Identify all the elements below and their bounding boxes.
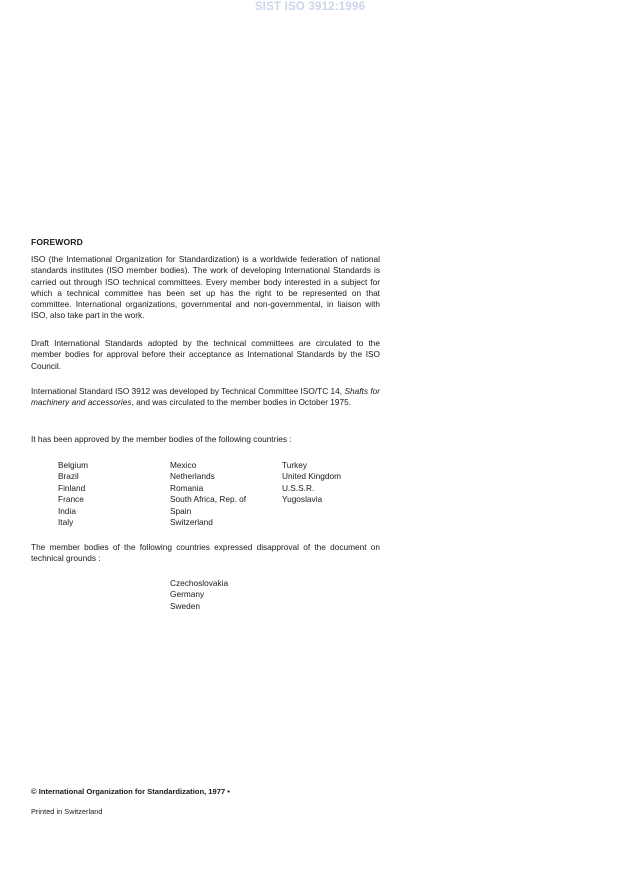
approved-countries-col1: [58, 460, 88, 528]
country: India: [58, 505, 76, 516]
paragraph-approval: It has been approved by the member bodies of the following countries :: [31, 434, 292, 444]
committee-title: Shafts for machinery and accessories: [31, 386, 381, 408]
country: Yugoslavia: [282, 494, 323, 505]
watermark: SIST ISO 3912:1996: [254, 1, 366, 13]
foreword-heading: FOREWORD: [31, 237, 83, 247]
country: Mexico: [170, 460, 197, 470]
country: Spain: [170, 505, 192, 516]
printed-in: Printed in Switzerland: [31, 807, 103, 816]
country: Italy: [58, 517, 74, 528]
copyright-notice: © International Organization for Standardization, 1977 •: [31, 787, 230, 796]
approved-countries-col3: [282, 460, 341, 506]
paragraph-development: [31, 386, 380, 409]
country: Romania: [170, 482, 204, 493]
paragraph-iso-intro: ISO (the International Organization for Standardization) is a worldwide federation of national standards institutes (ISO member bodies). The work of developing International Standards is carried out through ISO technical committees. Every member body interested in a subject for which a technical committee has been set up has the right to be represented on that committee. International organizations, governmental and non-governmental, in liaison with ISO, also take part in the work.: [31, 254, 380, 321]
country: Sweden: [170, 600, 200, 611]
country: Czechoslovakia: [170, 578, 229, 588]
development-text-end: , and was circulated to the member bodies in October 1975.: [131, 397, 352, 408]
approved-countries-col2: [170, 460, 246, 528]
country: U.S.S.R.: [282, 482, 315, 493]
country: Brazil: [58, 471, 79, 482]
country: Germany: [170, 589, 205, 600]
paragraph-disapproval: The member bodies of the following countries expressed disapproval of the document on technical grounds :: [31, 542, 380, 564]
development-text: International Standard ISO 3912 was developed by Technical Committee ISO/TC 14,: [31, 386, 345, 396]
country: France: [58, 494, 84, 505]
country: Finland: [58, 482, 86, 493]
country: Netherlands: [170, 471, 215, 482]
country: United Kingdom: [282, 471, 342, 482]
country: Belgium: [58, 460, 88, 470]
country: Switzerland: [170, 517, 213, 528]
disapproved-countries: [170, 578, 228, 612]
country: South Africa, Rep. of: [170, 494, 247, 505]
country: Turkey: [282, 460, 308, 470]
paragraph-draft-standards: Draft International Standards adopted by the technical committees are circulated to the member bodies for approval before their acceptance as International Standards by the ISO Council.: [31, 338, 380, 371]
